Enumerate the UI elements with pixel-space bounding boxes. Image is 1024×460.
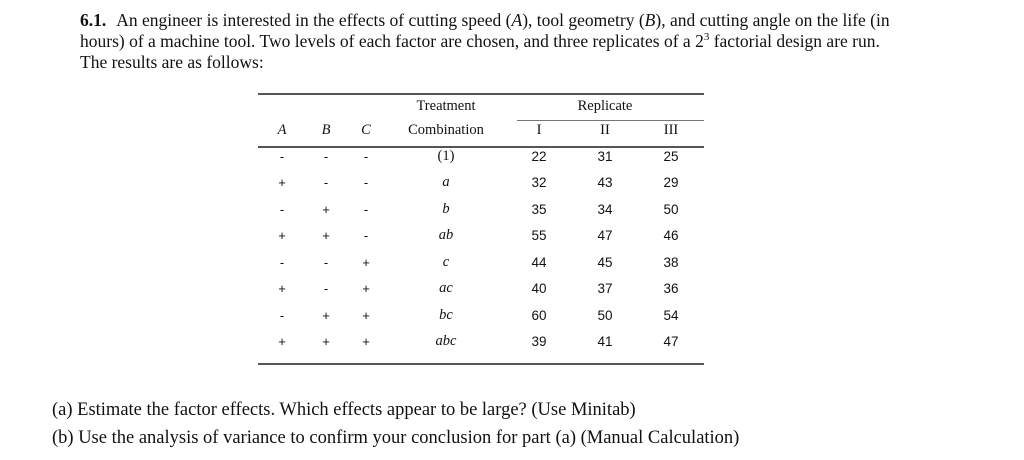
cell-a: - [279, 201, 285, 217]
header-replicate: Replicate [577, 98, 633, 114]
cell-rep-3: 50 [663, 201, 679, 217]
cell-rep-3: 36 [663, 281, 679, 297]
table-row [258, 196, 704, 223]
cell-combination: (1) [437, 147, 455, 164]
cell-rep-3: 46 [663, 228, 679, 244]
cell-rep-1: 55 [531, 228, 547, 244]
cell-combination: ac [439, 280, 453, 297]
cell-rep-1: 44 [531, 254, 547, 270]
cell-c: - [363, 228, 369, 244]
header-rep-3: III [663, 122, 679, 138]
cell-a: + [278, 334, 286, 350]
cell-c: + [362, 254, 370, 270]
exponent: 3 [703, 31, 710, 44]
cell-combination: ab [438, 227, 454, 244]
cell-c: + [362, 281, 370, 297]
cell-rep-1: 39 [531, 334, 547, 350]
cell-b: + [322, 228, 330, 244]
factor-b: B [644, 10, 656, 30]
cell-rep-1: 22 [531, 148, 547, 164]
cell-rep-3: 29 [663, 175, 679, 191]
cell-a: - [279, 254, 285, 270]
table-row [258, 276, 704, 303]
question-a: (a) Estimate the factor effects. Which effects appear to be large? (Use Minitab) [52, 400, 636, 420]
factor-a: A [511, 10, 523, 30]
cell-c: - [363, 148, 369, 164]
cell-rep-2: 50 [597, 307, 613, 323]
cell-a: - [279, 148, 285, 164]
header-rep-1: I [536, 122, 542, 138]
cell-b: + [322, 307, 330, 323]
header-combination: Combination [408, 122, 484, 138]
questions [52, 396, 952, 452]
problem-text-2: ), tool geometry ( [522, 10, 645, 30]
problem-text-3: ), and cutting angle on the life (in hours) of a machine tool. Two levels of each factor are chosen, and three replicates of a 2 [80, 10, 890, 51]
problem-statement [80, 10, 910, 73]
cell-b: - [323, 254, 329, 270]
table-row [258, 302, 704, 329]
cell-b: - [323, 281, 329, 297]
cell-a: + [278, 228, 286, 244]
table-header-row-1 [258, 95, 704, 118]
table-row [258, 249, 704, 276]
table-header-row-2 [258, 118, 704, 143]
cell-b: - [323, 175, 329, 191]
cell-c: - [363, 201, 369, 217]
header-rep-2: II [600, 122, 610, 138]
header-c: C [361, 122, 371, 138]
cell-rep-2: 47 [597, 228, 613, 244]
cell-rep-3: 47 [663, 334, 679, 350]
problem-text-4: factorial design are run. The results are as follows: [80, 31, 880, 72]
problem-text-1: An engineer is interested in the effects of cutting speed ( [116, 10, 512, 30]
cell-combination: c [442, 253, 450, 270]
cell-rep-3: 25 [663, 148, 679, 164]
cell-rep-2: 45 [597, 254, 613, 270]
cell-rep-2: 31 [597, 148, 613, 164]
cell-combination: b [442, 200, 450, 217]
cell-rep-3: 38 [663, 254, 679, 270]
header-a: A [277, 122, 287, 138]
cell-rep-2: 34 [597, 201, 613, 217]
cell-c: + [362, 307, 370, 323]
cell-rep-1: 32 [531, 175, 547, 191]
table-row [258, 170, 704, 197]
cell-b: + [322, 201, 330, 217]
table-bottom-rule [258, 363, 704, 365]
cell-rep-2: 37 [597, 281, 613, 297]
problem-number: 6.1. [80, 10, 107, 30]
table-row [258, 143, 704, 170]
question-b: (b) Use the analysis of variance to confirm your conclusion for part (a) (Manual Calculation) [52, 428, 740, 448]
cell-rep-1: 60 [531, 307, 547, 323]
cell-combination: a [442, 174, 450, 191]
cell-a: + [278, 175, 286, 191]
cell-rep-1: 40 [531, 281, 547, 297]
cell-rep-2: 43 [597, 175, 613, 191]
table-row [258, 329, 704, 356]
cell-rep-2: 41 [597, 334, 613, 350]
table-body [258, 143, 704, 355]
header-b: B [321, 122, 331, 138]
cell-rep-3: 54 [663, 307, 679, 323]
cell-a: - [279, 307, 285, 323]
header-treatment: Treatment [416, 98, 476, 114]
cell-a: + [278, 281, 286, 297]
table-row [258, 223, 704, 250]
cell-b: + [322, 334, 330, 350]
cell-b: - [323, 148, 329, 164]
cell-c: - [363, 175, 369, 191]
cell-combination: bc [439, 306, 453, 323]
data-table [258, 95, 704, 355]
cell-combination: abc [435, 333, 457, 350]
cell-c: + [362, 334, 370, 350]
cell-rep-1: 35 [531, 201, 547, 217]
